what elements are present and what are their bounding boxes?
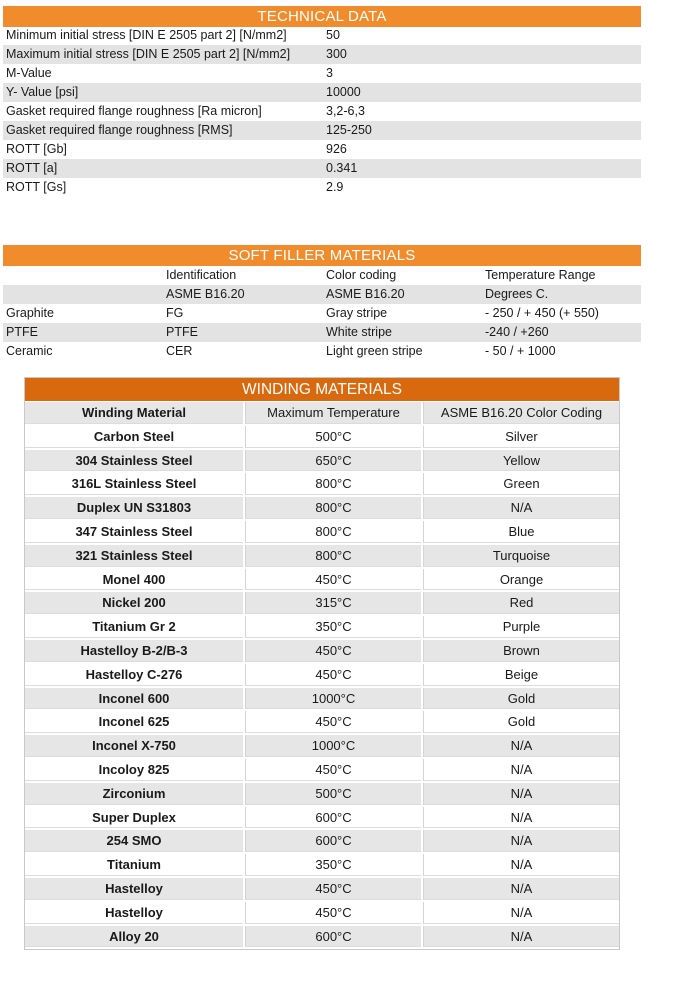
max-temperature-column-header: Maximum Temperature: [245, 402, 421, 424]
technical-value: 0.341: [326, 161, 358, 175]
winding-material: Nickel 200: [25, 592, 243, 614]
technical-label: Y- Value [psi]: [6, 85, 79, 99]
table-row: [25, 925, 619, 949]
max-temperature: 600°C: [245, 807, 421, 829]
soft-filler-identification: ASME B16.20: [166, 287, 245, 301]
max-temperature: 800°C: [245, 545, 421, 567]
color-coding-column-header: ASME B16.20 Color Coding: [423, 402, 619, 424]
table-row: [25, 758, 619, 782]
winding-material: Incoloy 825: [25, 759, 243, 781]
soft-filler-identification: Identification: [166, 268, 237, 282]
color-coding: N/A: [423, 807, 619, 829]
max-temperature: 450°C: [245, 902, 421, 924]
table-row: [25, 449, 619, 473]
soft-filler-color-coding: Light green stripe: [326, 344, 423, 358]
table-row: [25, 853, 619, 877]
max-temperature: 450°C: [245, 640, 421, 662]
soft-filler-row: [3, 323, 641, 342]
technical-value: 50: [326, 28, 340, 42]
table-row: [25, 782, 619, 806]
winding-header-row: [25, 401, 619, 425]
technical-row: [3, 140, 641, 159]
max-temperature: 650°C: [245, 450, 421, 472]
soft-filler-identification: PTFE: [166, 325, 198, 339]
technical-value: 926: [326, 142, 347, 156]
max-temperature: 600°C: [245, 926, 421, 948]
table-row: [25, 829, 619, 853]
color-coding: Orange: [423, 569, 619, 591]
winding-material: Alloy 20: [25, 926, 243, 948]
soft-filler-identification: CER: [166, 344, 193, 358]
technical-label: Gasket required flange roughness [Ra micron]: [6, 104, 262, 118]
technical-value: 2.9: [326, 180, 344, 194]
max-temperature: 315°C: [245, 592, 421, 614]
max-temperature: 450°C: [245, 569, 421, 591]
max-temperature: 350°C: [245, 854, 421, 876]
winding-material: 316L Stainless Steel: [25, 473, 243, 495]
winding-material: Inconel 600: [25, 688, 243, 710]
color-coding: N/A: [423, 783, 619, 805]
table-row: [25, 663, 619, 687]
technical-label: M-Value: [6, 66, 52, 80]
color-coding: Red: [423, 592, 619, 614]
max-temperature: 500°C: [245, 426, 421, 448]
table-row: [25, 496, 619, 520]
winding-material: 254 SMO: [25, 830, 243, 852]
soft-filler-header: SOFT FILLER MATERIALS: [3, 245, 641, 266]
technical-row: [3, 178, 641, 197]
color-coding: Yellow: [423, 450, 619, 472]
table-row: [25, 710, 619, 734]
winding-material: Hastelloy C-276: [25, 664, 243, 686]
technical-data-header: TECHNICAL DATA: [3, 6, 641, 27]
color-coding: N/A: [423, 854, 619, 876]
technical-row: [3, 64, 641, 83]
max-temperature: 1000°C: [245, 688, 421, 710]
color-coding: Green: [423, 473, 619, 495]
winding-materials-table: [24, 377, 620, 950]
winding-material: Hastelloy: [25, 878, 243, 900]
winding-material-column-header: Winding Material: [25, 402, 243, 424]
winding-material: Super Duplex: [25, 807, 243, 829]
table-row: [25, 687, 619, 711]
color-coding: Turquoise: [423, 545, 619, 567]
soft-filler-color-coding: ASME B16.20: [326, 287, 405, 301]
soft-filler-color-coding: White stripe: [326, 325, 392, 339]
max-temperature: 500°C: [245, 783, 421, 805]
soft-filler-material: Ceramic: [6, 344, 53, 358]
technical-label: ROTT [Gs]: [6, 180, 67, 194]
color-coding: N/A: [423, 759, 619, 781]
color-coding: N/A: [423, 926, 619, 948]
color-coding: Purple: [423, 616, 619, 638]
soft-filler-material: Graphite: [6, 306, 54, 320]
technical-value: 3: [326, 66, 333, 80]
technical-row: [3, 83, 641, 102]
winding-materials-header: WINDING MATERIALS: [25, 378, 619, 401]
soft-filler-row: [3, 266, 641, 285]
soft-filler-row: [3, 285, 641, 304]
technical-row: [3, 121, 641, 140]
max-temperature: 800°C: [245, 473, 421, 495]
winding-material: Titanium: [25, 854, 243, 876]
soft-filler-temperature: - 50 / + 1000: [485, 344, 556, 358]
table-row: [25, 901, 619, 925]
winding-material: Monel 400: [25, 569, 243, 591]
winding-material: Titanium Gr 2: [25, 616, 243, 638]
table-row: [25, 639, 619, 663]
technical-row: [3, 45, 641, 64]
color-coding: Beige: [423, 664, 619, 686]
soft-filler-identification: FG: [166, 306, 184, 320]
table-row: [25, 568, 619, 592]
technical-value: 125-250: [326, 123, 372, 137]
winding-material: Hastelloy B-2/B-3: [25, 640, 243, 662]
technical-value: 3,2-6,3: [326, 104, 365, 118]
soft-filler-color-coding: Color coding: [326, 268, 397, 282]
max-temperature: 450°C: [245, 711, 421, 733]
table-row: [25, 425, 619, 449]
soft-filler-row: [3, 342, 641, 361]
technical-label: Minimum initial stress [DIN E 2505 part 2] [N/mm2]: [6, 28, 287, 42]
winding-material: 347 Stainless Steel: [25, 521, 243, 543]
soft-filler-color-coding: Gray stripe: [326, 306, 388, 320]
max-temperature: 350°C: [245, 616, 421, 638]
winding-material: Zirconium: [25, 783, 243, 805]
technical-value: 10000: [326, 85, 361, 99]
technical-row: [3, 159, 641, 178]
technical-label: ROTT [Gb]: [6, 142, 67, 156]
soft-filler-temperature: -240 / +260: [485, 325, 549, 339]
soft-filler-temperature: Degrees C.: [485, 287, 549, 301]
table-row: [25, 734, 619, 758]
color-coding: N/A: [423, 902, 619, 924]
color-coding: Gold: [423, 688, 619, 710]
soft-filler-temperature: Temperature Range: [485, 268, 596, 282]
max-temperature: 600°C: [245, 830, 421, 852]
technical-label: Maximum initial stress [DIN E 2505 part 2] [N/mm2]: [6, 47, 291, 61]
table-row: [25, 615, 619, 639]
color-coding: N/A: [423, 497, 619, 519]
winding-material: 304 Stainless Steel: [25, 450, 243, 472]
soft-filler-row: [3, 304, 641, 323]
table-row: [25, 520, 619, 544]
color-coding: N/A: [423, 830, 619, 852]
color-coding: Brown: [423, 640, 619, 662]
winding-material: Carbon Steel: [25, 426, 243, 448]
max-temperature: 450°C: [245, 759, 421, 781]
technical-row: [3, 26, 641, 45]
technical-label: Gasket required flange roughness [RMS]: [6, 123, 233, 137]
table-row: [25, 877, 619, 901]
soft-filler-temperature: - 250 / + 450 (+ 550): [485, 306, 599, 320]
color-coding: Silver: [423, 426, 619, 448]
table-row: [25, 544, 619, 568]
max-temperature: 800°C: [245, 521, 421, 543]
winding-material: Inconel X-750: [25, 735, 243, 757]
color-coding: N/A: [423, 735, 619, 757]
table-row: [25, 472, 619, 496]
winding-material: Duplex UN S31803: [25, 497, 243, 519]
table-row: [25, 806, 619, 830]
table-row: [25, 591, 619, 615]
soft-filler-material: PTFE: [6, 325, 38, 339]
winding-material: Hastelloy: [25, 902, 243, 924]
technical-label: ROTT [a]: [6, 161, 58, 175]
max-temperature: 450°C: [245, 878, 421, 900]
technical-value: 300: [326, 47, 347, 61]
color-coding: Blue: [423, 521, 619, 543]
winding-material: 321 Stainless Steel: [25, 545, 243, 567]
color-coding: Gold: [423, 711, 619, 733]
max-temperature: 450°C: [245, 664, 421, 686]
technical-row: [3, 102, 641, 121]
color-coding: N/A: [423, 878, 619, 900]
winding-material: Inconel 625: [25, 711, 243, 733]
max-temperature: 800°C: [245, 497, 421, 519]
max-temperature: 1000°C: [245, 735, 421, 757]
